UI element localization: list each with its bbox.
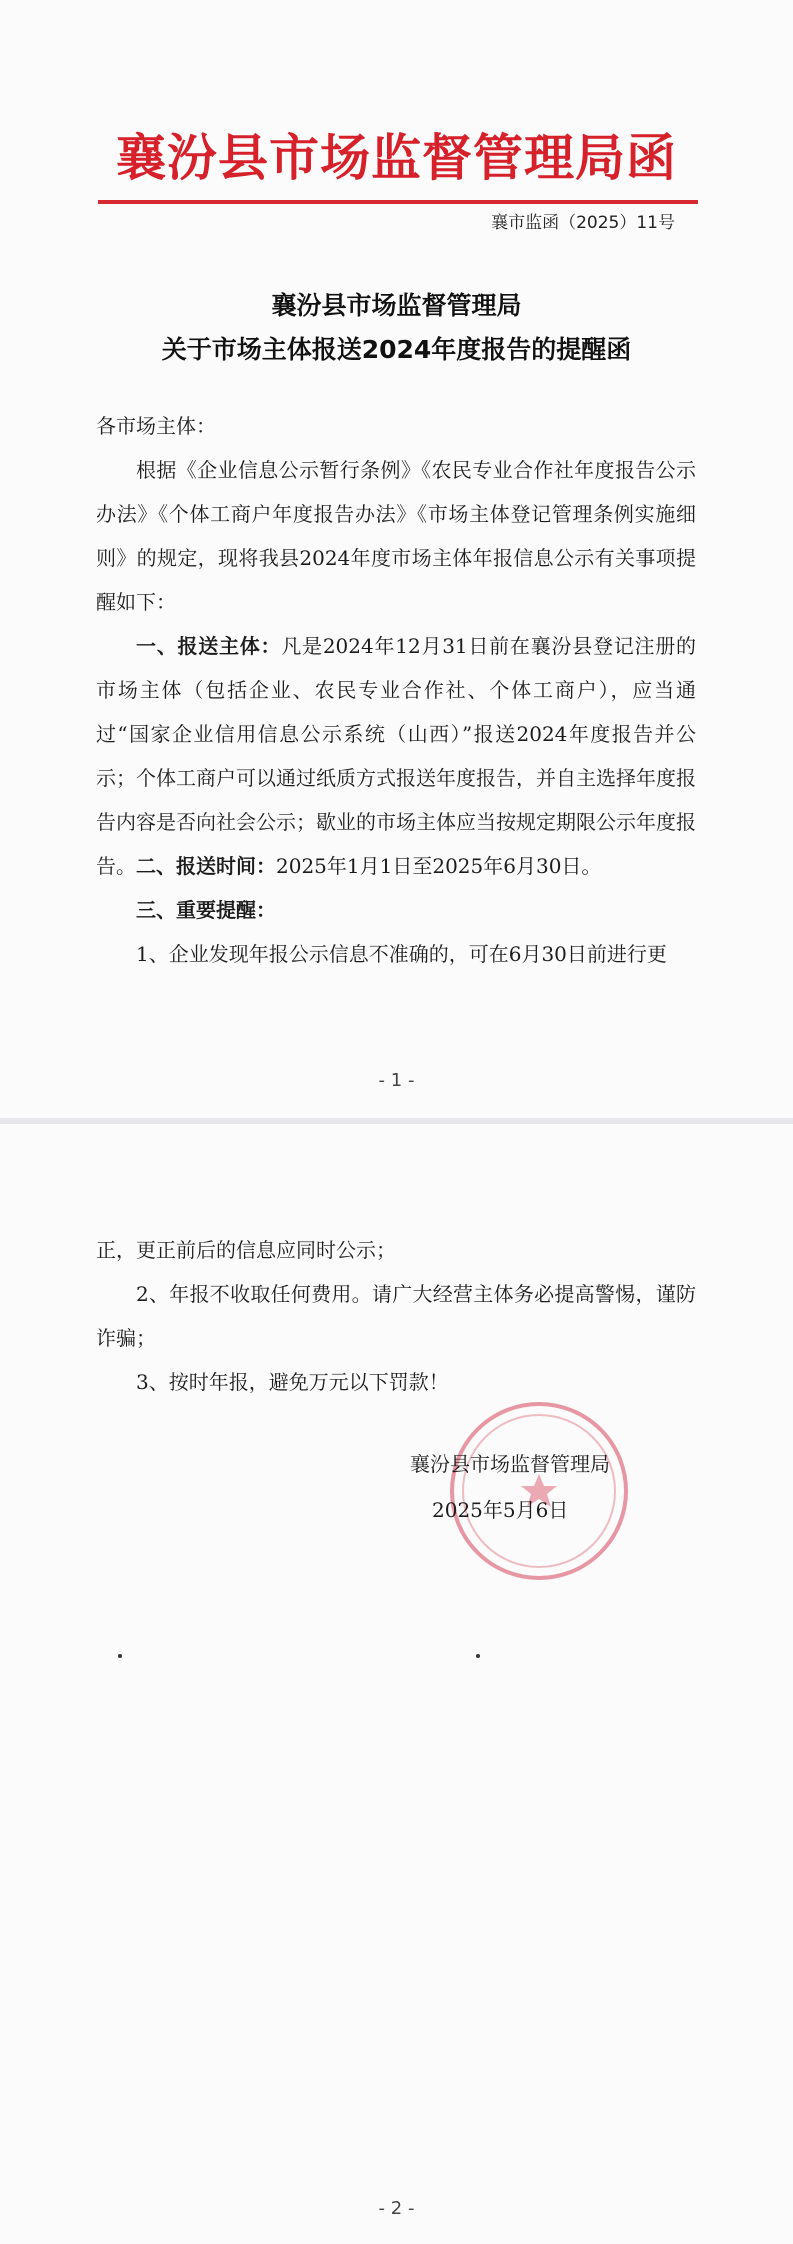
seal-graphic [454, 1406, 624, 1576]
point2: 2、年报不收取任何费用。请广大经营主体务必提高警惕，谨防诈骗； [96, 1282, 696, 1350]
page-number-1: - 1 - [378, 1070, 415, 1091]
item1-text: 凡是2024年12月31日前在襄汾县登记注册的市场主体（包括企业、农民专业合作社、个体工商户），应当通过“国家企业信用信息公示系统（山西）”报送2024年度报告并公示；个体工商户可以通过纸质方式报送年度报告，并自主选择年度报告内容是否向社会公示；歇业的市场主体应当按规定期限公示年度报告。 [96, 634, 697, 878]
red-rule [98, 200, 698, 204]
scan-dot [118, 1654, 122, 1658]
point1-end: 正，更正前后的信息应同时公示； [96, 1238, 396, 1262]
title-line-2: 关于市场主体报送2024年度报告的提醒函 [161, 335, 632, 364]
masthead: 襄汾县市场监督管理局函 [116, 128, 677, 187]
official-seal [450, 1402, 628, 1580]
item2-text: 2025年1月1日至2025年6月30日。 [276, 854, 602, 878]
item2-paragraph [96, 844, 696, 888]
page-1 [0, 0, 793, 1118]
signature-date: 2025年5月6日 [432, 1498, 569, 1522]
page-number-2: - 2 - [378, 2198, 415, 2219]
document-number: 襄市监函（2025）11号 [491, 213, 675, 233]
item2-heading: 二、报送时间： [136, 854, 276, 878]
item3-heading: 三、重要提醒： [136, 898, 276, 922]
item3-paragraph [96, 888, 696, 932]
point3: 3、按时年报，避免万元以下罚款！ [136, 1370, 449, 1394]
point1-start: 1、企业发现年报公示信息不准确的，可在6月30日前进行更 [136, 942, 667, 966]
salutation: 各市场主体： [96, 414, 216, 438]
title-line-1: 襄汾县市场监督管理局 [271, 291, 522, 320]
item1-heading: 一、报送主体： [136, 634, 282, 658]
scan-dot [476, 1654, 480, 1658]
signature-org: 襄汾县市场监督管理局 [410, 1452, 610, 1476]
intro-paragraph: 根据《企业信息公示暂行条例》《农民专业合作社年度报告公示办法》《个体工商户年度报告办法》《市场主体登记管理条例实施细则》的规定，现将我县2024年度市场主体年报信息公示有关事项提醒如下： [96, 458, 696, 614]
